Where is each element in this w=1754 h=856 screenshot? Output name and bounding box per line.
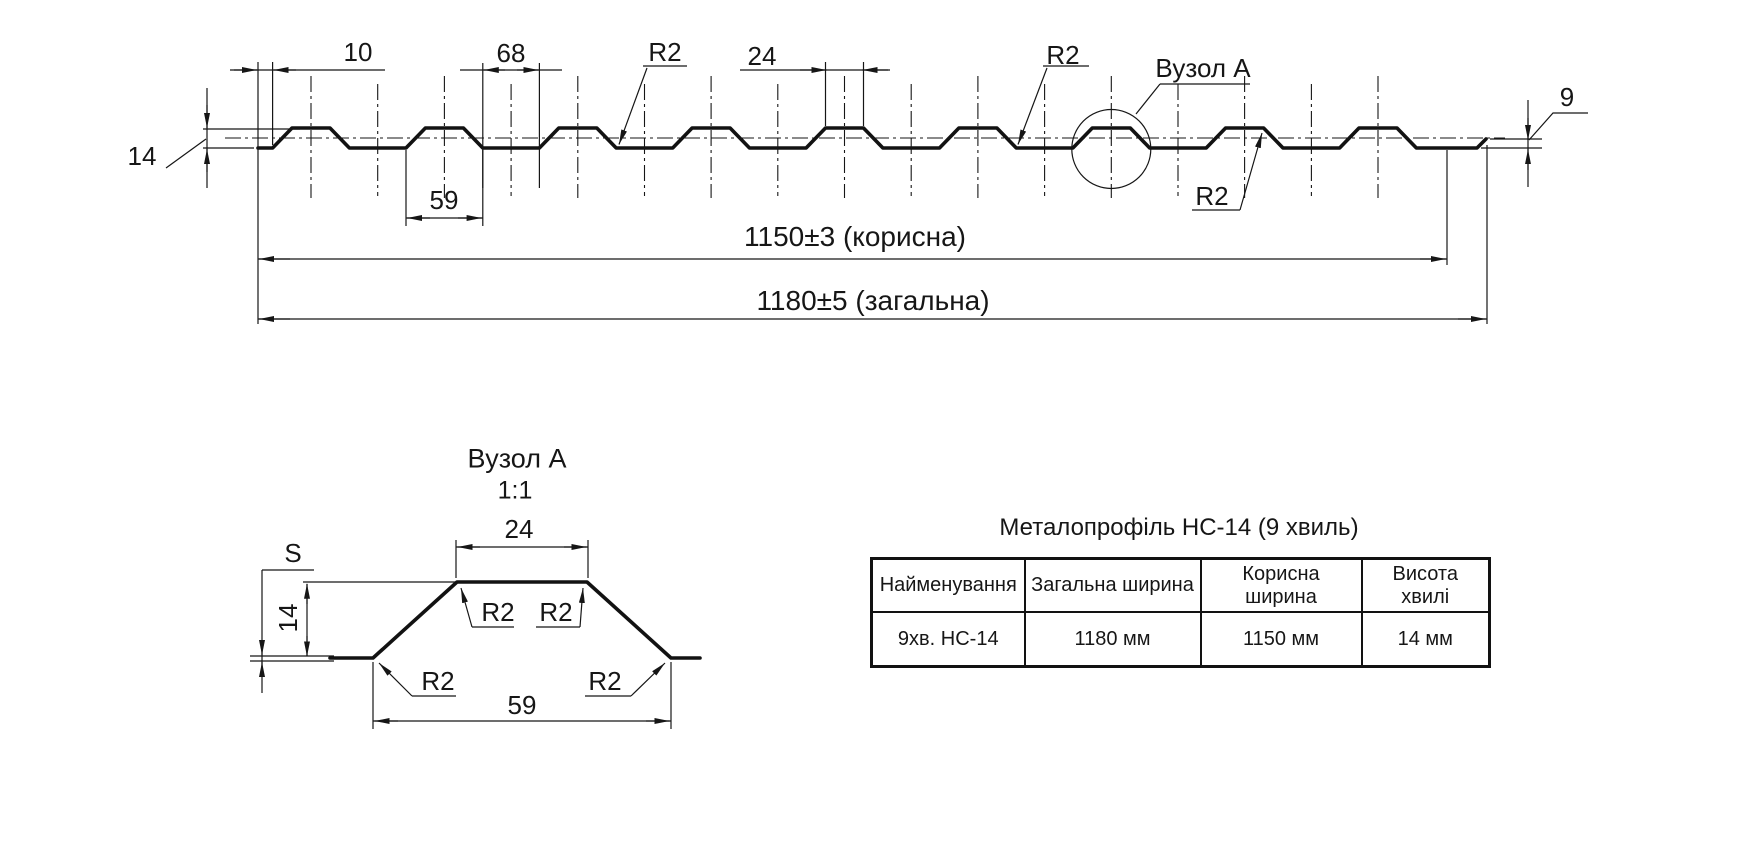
detail-dim-top: 24 (504, 514, 534, 544)
dim-label-overall-width: 1180±5 (загальна) (756, 285, 990, 316)
cell-useful-width: 1150 мм (1201, 612, 1362, 667)
dim-label-end-lip: 9 (1559, 82, 1575, 112)
col-header-wave-height: Висота хвилі (1362, 559, 1490, 613)
dim-label-crest-top: 24 (747, 41, 777, 71)
spec-table (870, 557, 1491, 668)
detail-callout-label: Вузол А (1155, 53, 1251, 83)
dim-label-profile-height: 14 (127, 141, 157, 171)
col-header-useful-width: Корисна ширина (1201, 559, 1362, 613)
detail-radius-1: R2 (481, 597, 515, 627)
dim-label-left-edge: 10 (343, 37, 373, 67)
detail-radius-4: R2 (588, 666, 622, 696)
detail-callout-circle (1072, 110, 1151, 189)
thickness-label: S (284, 538, 302, 568)
detail-outline (330, 582, 700, 658)
detail-scale: 1:1 (497, 476, 533, 505)
detail-dim-base: 59 (507, 690, 537, 720)
col-header-overall-width: Загальна ширина (1025, 559, 1201, 613)
col-header-name: Найменування (872, 559, 1025, 613)
dimension-lines-detail (250, 540, 671, 729)
table-row (872, 612, 1490, 667)
detail-radius-2: R2 (539, 597, 573, 627)
dim-label-useful-width: 1150±3 (корисна) (744, 221, 966, 252)
cell-overall-width: 1180 мм (1025, 612, 1201, 667)
radius-label-3: R2 (1195, 181, 1229, 211)
detail-title: Вузол А (467, 443, 567, 474)
arrowheads-top-view (207, 68, 1528, 319)
detail-dim-height: 14 (273, 603, 303, 633)
cell-name: 9хв. НС-14 (872, 612, 1025, 667)
radius-label-1: R2 (648, 37, 682, 67)
dim-label-valley-flat: 68 (496, 38, 526, 68)
dim-label-wave-base: 59 (429, 185, 459, 215)
detail-radius-3: R2 (421, 666, 455, 696)
table-header-row (872, 559, 1490, 613)
spec-table-title: Металопрофіль НС-14 (9 хвиль) (999, 514, 1359, 541)
radius-label-2: R2 (1046, 40, 1080, 70)
cell-wave-height: 14 мм (1362, 612, 1490, 667)
